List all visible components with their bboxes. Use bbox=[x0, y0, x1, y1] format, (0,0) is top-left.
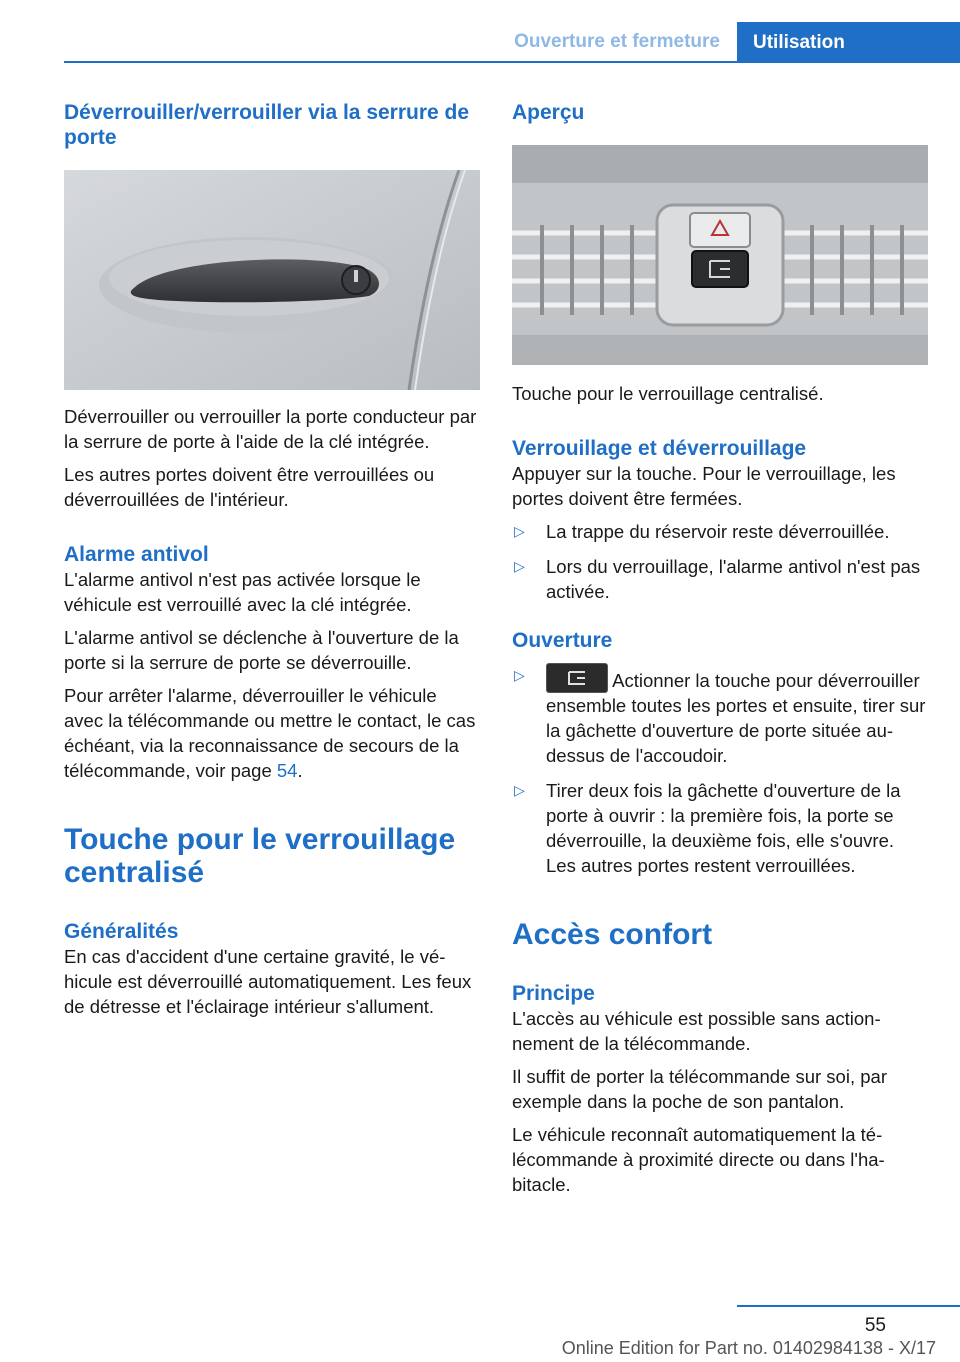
heading-central-lock-key: Touche pour le verrouillage centralisé bbox=[64, 823, 456, 889]
paragraph-lock: Appuyer sur la touche. Pour le verrouillage, les portes doivent être fermées. bbox=[512, 463, 896, 509]
page-link-54[interactable]: 54 bbox=[276, 760, 298, 781]
triangle-right-icon: ▷ bbox=[514, 667, 525, 683]
page-number: 55 bbox=[864, 1315, 886, 1336]
open-list bbox=[512, 663, 928, 878]
caption-central-lock: Touche pour le verrouillage centralisé. bbox=[512, 383, 824, 404]
online-edition: Online Edition for Part no. 01402984138 - X/17 bbox=[561, 1338, 936, 1358]
list-item bbox=[512, 554, 928, 604]
paragraph-alarm-1: L'alarme antivol n'est pas activée lorsque le véhicule est verrouillé avec la clé intégrée. bbox=[64, 569, 421, 615]
heading-principle: Principe bbox=[512, 982, 595, 1005]
header-tab-label: Utilisation bbox=[753, 32, 845, 53]
page-header bbox=[0, 0, 960, 64]
lock-list bbox=[512, 519, 928, 604]
list-item-text: Actionner la touche pour déverrouiller ensemble toutes les portes et ensuite, tirer sur la gâchette d'ouverture de porte située au-dessus de l'accoudoir. bbox=[546, 670, 926, 766]
paragraph-principle-3: Le véhicule reconnaît automatiquement la télécommande à proximité directe ou dans l'habitacle. bbox=[512, 1124, 885, 1195]
paragraph-alarm-2: L'alarme antivol se déclenche à l'ouverture de la porte si la serrure de porte se déverrouille. bbox=[64, 627, 459, 673]
list-item-text: La trappe du réservoir reste déverrouillée. bbox=[546, 521, 890, 542]
heading-door-lock: Déverrouiller/verrouiller via la serrure de porte bbox=[64, 101, 470, 149]
triangle-right-icon: ▷ bbox=[514, 523, 525, 539]
header-tab bbox=[737, 22, 960, 63]
triangle-right-icon: ▷ bbox=[514, 782, 525, 798]
paragraph-door-2: Les autres portes doivent être verrouillées ou déverrouillées de l'intérieur. bbox=[64, 464, 435, 510]
central-lock-button-image bbox=[512, 145, 928, 365]
left-column bbox=[64, 100, 480, 1027]
list-item-text: Lors du verrouillage, l'alarme antivol n'est pas activée. bbox=[546, 556, 921, 602]
triangle-right-icon: ▷ bbox=[514, 558, 525, 574]
heading-overview: Aperçu bbox=[512, 101, 585, 124]
heading-comfort-access: Accès confort bbox=[512, 918, 713, 951]
header-rule bbox=[64, 61, 960, 63]
list-item-text: Tirer deux fois la gâchette d'ouverture de la porte à ouvrir : la première fois, la porte se déverrouille, la deuxième fois, elle s'ouvre. Les autres portes restent verrouillées. bbox=[546, 780, 901, 876]
heading-general: Généralités bbox=[64, 920, 179, 943]
paragraph-principle-2: Il suffit de porter la télécommande sur soi, par exemple dans la poche de son pantalon. bbox=[512, 1066, 887, 1112]
paragraph-door-1: Déverrouiller ou verrouiller la porte conducteur par la serrure de porte à l'aide de la clé intégrée. bbox=[64, 406, 477, 452]
header-section: Ouverture et fermeture bbox=[514, 31, 720, 52]
paragraph-alarm-3 bbox=[64, 683, 480, 783]
paragraph-principle-1: L'accès au véhicule est possible sans actionnement de la télécommande. bbox=[512, 1008, 881, 1054]
footer-rule bbox=[737, 1305, 960, 1307]
list-item bbox=[512, 778, 928, 878]
heading-opening: Ouverture bbox=[512, 629, 613, 652]
alarm-3-end: . bbox=[297, 760, 303, 781]
right-column bbox=[512, 100, 928, 1205]
alarm-3-text: Pour arrêter l'alarme, déverrouiller le véhicule avec la télécommande ou mettre le contact, le cas échéant, via la reconnaissance de secours de la télécommande, voir page bbox=[64, 685, 476, 781]
list-item bbox=[512, 663, 928, 768]
paragraph-general: En cas d'accident d'une certaine gravité, le véhicule est déverrouillé automatiquement. Les feux de détresse et l'éclairage intérieur s'allument. bbox=[64, 946, 472, 1017]
list-item bbox=[512, 519, 928, 544]
door-handle-image bbox=[64, 170, 480, 390]
heading-alarm: Alarme antivol bbox=[64, 543, 209, 566]
heading-lock-unlock: Verrouillage et déverrouillage bbox=[512, 437, 807, 460]
central-lock-key-icon bbox=[546, 663, 608, 693]
